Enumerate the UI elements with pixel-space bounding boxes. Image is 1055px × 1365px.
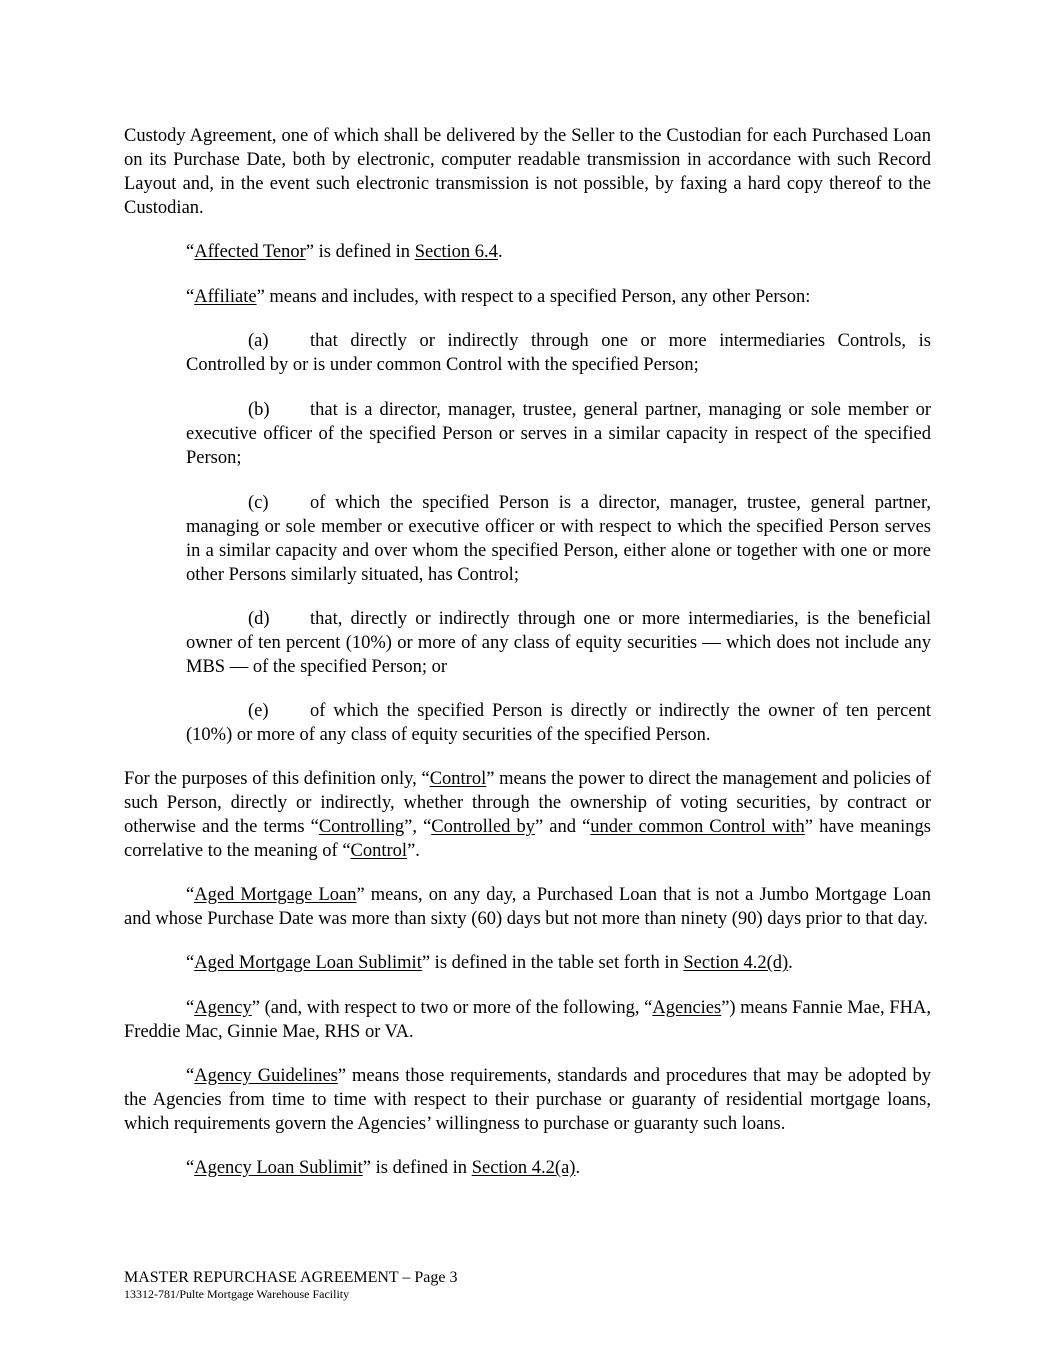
footer-reference: 13312-781/Pulte Mortgage Warehouse Facility <box>124 1287 350 1301</box>
term-control: Control <box>429 769 487 789</box>
term-affected-tenor: Affected Tenor <box>194 242 306 262</box>
footer-title: MASTER REPURCHASE AGREEMENT – Page 3 <box>124 1269 458 1286</box>
term-aged-mortgage-loan-sublimit: Aged Mortgage Loan Sublimit <box>194 953 422 973</box>
def-agency-loan-sublimit: “Agency Loan Sublimit” is defined in Section 4.2(a). <box>186 1158 581 1178</box>
clause-c: (c) of which the specified Person is a director, manager, trustee, general partner, managing or sole member or executive officer or with respect to which the specified Person serves in a similar capacity and over whom the specified Person, either alone or together with one or more other Persons similarly situated, has Control; <box>186 493 931 585</box>
intro-paragraph: Custody Agreement, one of which shall be delivered by the Seller to the Custodian for each Purchased Loan on its Purchase Date, both by electronic, computer readable transmission in accordance with such Record Layout and, in the event such electronic transmission is not possible, by faxing a hard copy thereof to the Custodian. <box>124 126 931 218</box>
clause-d: (d) that, directly or indirectly through one or more intermediaries, is the beneficial owner of ten percent (10%) or more of any class of equity securities — which does not include any MBS — of the specified Person; or <box>186 609 931 677</box>
term-controlling: Controlling <box>318 817 405 837</box>
term-affiliate: Affiliate <box>194 287 257 307</box>
clause-e: (e) of which the specified Person is directly or indirectly the owner of ten percent (10%) or more of any class of equity securities of the specified Person. <box>186 701 931 745</box>
term-agency: Agency <box>194 998 252 1018</box>
def-agency: “Agency” (and, with respect to two or more of the following, “Agencies”) means Fannie Mae, FHA, Freddie Mac, Ginnie Mae, RHS or VA. <box>124 998 931 1042</box>
ref-section-4-2-d: Section 4.2(d) <box>683 953 789 973</box>
ref-section-6-4: Section 6.4 <box>414 242 498 262</box>
ref-section-4-2-a: Section 4.2(a) <box>471 1158 576 1178</box>
document-body <box>124 124 931 1180</box>
control-definition: For the purposes of this definition only, “Control” means the power to direct the management and policies of such Person, directly or indirectly, whether through the ownership of voting securities, by contract or otherwise and the terms “Controlling”, “Controlled by” and “under common Control with” have meanings correlative to the meaning of “Control”. <box>124 769 932 861</box>
term-aged-mortgage-loan: Aged Mortgage Loan <box>194 885 357 905</box>
def-aged-mortgage-loan: “Aged Mortgage Loan” means, on any day, a Purchased Loan that is not a Jumbo Mortgage Loan and whose Purchase Date was more than sixty (60) days but not more than ninety (90) days prior to that day. <box>124 885 931 929</box>
term-agencies: Agencies <box>652 998 722 1018</box>
clause-b: (b) that is a director, manager, trustee, general partner, managing or sole member or executive officer of the specified Person or serves in a similar capacity in respect of the specified Person; <box>186 400 931 468</box>
def-agency-guidelines: “Agency Guidelines” means those requirements, standards and procedures that may be adopted by the Agencies from time to time with respect to their purchase or guaranty of residential mortgage loans, which requirements govern the Agencies’ willingness to purchase or guaranty such loans. <box>124 1066 932 1134</box>
def-aged-mortgage-loan-sublimit: “Aged Mortgage Loan Sublimit” is defined in the table set forth in Section 4.2(d). <box>186 953 793 973</box>
clause-a: (a) that directly or indirectly through one or more intermediaries Controls, is Controlled by or is under common Control with the specified Person; <box>186 331 931 375</box>
term-under-common-control: under common Control with <box>590 817 805 837</box>
def-affiliate: “Affiliate” means and includes, with respect to a specified Person, any other Person: <box>186 287 811 307</box>
page-footer <box>124 1268 458 1302</box>
term-agency-loan-sublimit: Agency Loan Sublimit <box>194 1158 363 1178</box>
def-affected-tenor: “Affected Tenor” is defined in Section 6.4. <box>186 242 503 262</box>
term-controlled-by: Controlled by <box>431 817 535 837</box>
term-control-2: Control <box>350 841 408 861</box>
term-agency-guidelines: Agency Guidelines <box>194 1066 338 1086</box>
